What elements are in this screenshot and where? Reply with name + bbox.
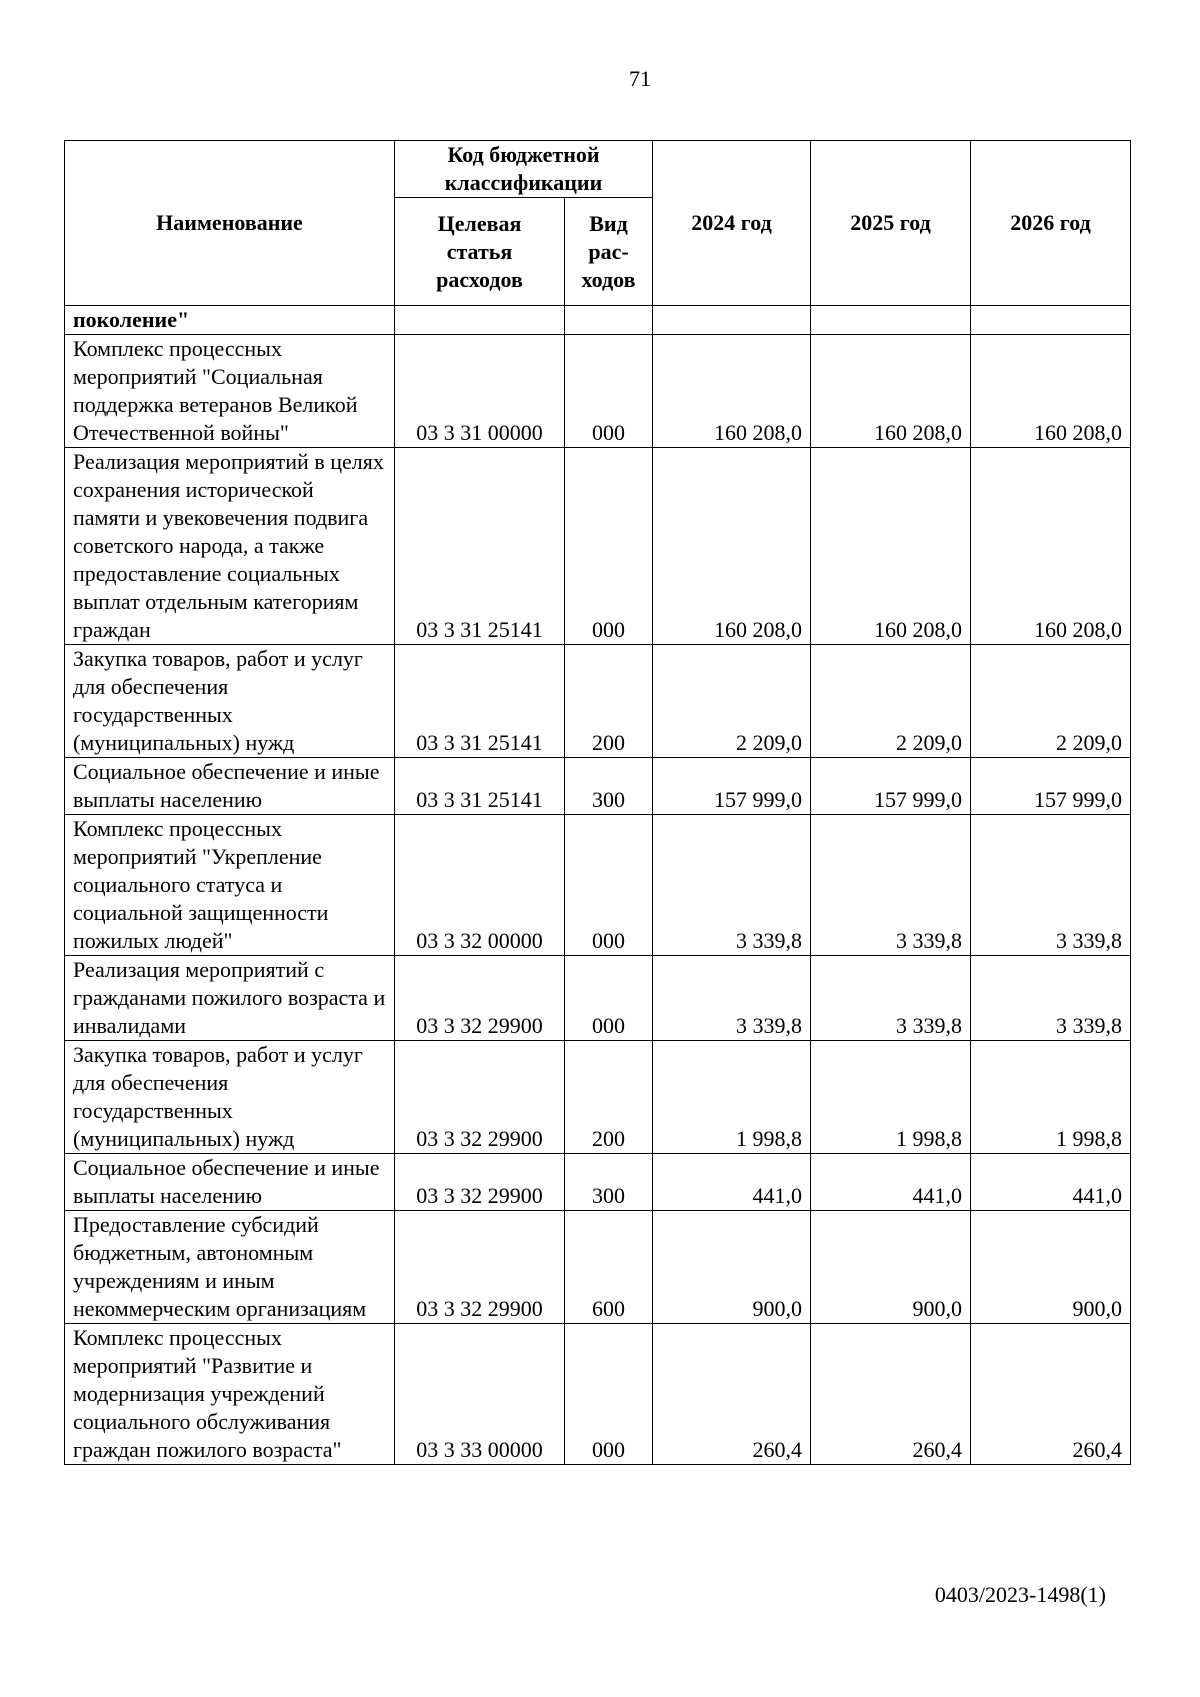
row-amount-2025: 160 208,0 (811, 448, 971, 645)
page-number: 71 (629, 66, 651, 91)
row-name: Закупка товаров, работ и услуг для обеспечения государственных (муниципальных) нужд (65, 1041, 395, 1154)
row-amount-2026: 3 339,8 (971, 956, 1131, 1041)
row-expense-type: 200 (565, 645, 653, 758)
row-amount-2025: 3 339,8 (811, 956, 971, 1041)
row-name: Реализация мероприятий в целях сохранения исторической памяти и увековечения подвига советского народа, а также предоставление социальных выплат отдельным категориям граждан (65, 448, 395, 645)
row-name: Предоставление субсидий бюджетным, автономным учреждениям и иным некоммерческим организациям (65, 1211, 395, 1324)
row-name: Комплекс процессных мероприятий "Развитие и модернизация учреждений социального обслуживания граждан пожилого возраста" (65, 1324, 395, 1465)
header-target-article: Целевая статья расходов (395, 198, 565, 306)
table-row (65, 758, 1131, 815)
row-amount-2024: 900,0 (653, 1211, 811, 1324)
row-target-code: 03 3 32 29900 (395, 1041, 565, 1154)
row-target-code: 03 3 32 00000 (395, 815, 565, 956)
row-target-code: 03 3 31 25141 (395, 448, 565, 645)
row-target-code: 03 3 31 25141 (395, 645, 565, 758)
row-expense-type: 000 (565, 956, 653, 1041)
row-amount-2025: 157 999,0 (811, 758, 971, 815)
row-name: Реализация мероприятий с гражданами пожилого возраста и инвалидами (65, 956, 395, 1041)
header-2025: 2025 год (811, 141, 971, 306)
row-expense-type: 000 (565, 815, 653, 956)
row-amount-2026: 260,4 (971, 1324, 1131, 1465)
row-amount-2026: 2 209,0 (971, 645, 1131, 758)
row-name: Комплекс процессных мероприятий "Укрепление социального статуса и социальной защищенности пожилых людей" (65, 815, 395, 956)
row-expense-type: 200 (565, 1041, 653, 1154)
header-name: Наименование (65, 141, 395, 306)
row-amount-2025: 2 209,0 (811, 645, 971, 758)
row-expense-type: 300 (565, 758, 653, 815)
row-amount-2024: 2 209,0 (653, 645, 811, 758)
row-amount-2024: 260,4 (653, 1324, 811, 1465)
row-amount-2024: 157 999,0 (653, 758, 811, 815)
continuation-row (65, 306, 1131, 335)
row-amount-2024: 160 208,0 (653, 448, 811, 645)
budget-table (64, 140, 1131, 1465)
row-target-code: 03 3 32 29900 (395, 1154, 565, 1211)
row-amount-2025: 900,0 (811, 1211, 971, 1324)
table-body (65, 306, 1131, 1465)
row-amount-2025: 441,0 (811, 1154, 971, 1211)
row-expense-type: 600 (565, 1211, 653, 1324)
row-amount-2025: 1 998,8 (811, 1041, 971, 1154)
row-amount-2026: 160 208,0 (971, 335, 1131, 448)
row-amount-2024: 160 208,0 (653, 335, 811, 448)
row-name: Социальное обеспечение и иные выплаты населению (65, 758, 395, 815)
row-amount-2024: 441,0 (653, 1154, 811, 1211)
row-amount-2025: 3 339,8 (811, 815, 971, 956)
table-row (65, 1211, 1131, 1324)
row-name: Закупка товаров, работ и услуг для обеспечения государственных (муниципальных) нужд (65, 645, 395, 758)
table-row (65, 956, 1131, 1041)
row-target-code: 03 3 32 29900 (395, 1211, 565, 1324)
row-expense-type: 000 (565, 1324, 653, 1465)
row-amount-2026: 1 998,8 (971, 1041, 1131, 1154)
row-amount-2026: 441,0 (971, 1154, 1131, 1211)
row-target-code: 03 3 33 00000 (395, 1324, 565, 1465)
row-expense-type: 000 (565, 448, 653, 645)
header-classification: Код бюджетной классификации (395, 141, 653, 198)
row-amount-2025: 260,4 (811, 1324, 971, 1465)
row-target-code: 03 3 31 00000 (395, 335, 565, 448)
row-expense-type: 300 (565, 1154, 653, 1211)
table-row (65, 335, 1131, 448)
row-amount-2024: 3 339,8 (653, 815, 811, 956)
table-row (65, 448, 1131, 645)
header-expense-type: Вид рас-ходов (565, 198, 653, 306)
table-row (65, 815, 1131, 956)
row-name: Комплекс процессных мероприятий "Социальная поддержка ветеранов Великой Отечественной войны" (65, 335, 395, 448)
table-row (65, 1324, 1131, 1465)
row-amount-2024: 3 339,8 (653, 956, 811, 1041)
row-target-code: 03 3 32 29900 (395, 956, 565, 1041)
row-amount-2024: 1 998,8 (653, 1041, 811, 1154)
row-target-code: 03 3 31 25141 (395, 758, 565, 815)
row-amount-2026: 3 339,8 (971, 815, 1131, 956)
row-name: Социальное обеспечение и иные выплаты населению (65, 1154, 395, 1211)
row-amount-2026: 160 208,0 (971, 448, 1131, 645)
table-row (65, 1041, 1131, 1154)
row-amount-2026: 157 999,0 (971, 758, 1131, 815)
table-row (65, 1154, 1131, 1211)
header-2024: 2024 год (653, 141, 811, 306)
header-2026: 2026 год (971, 141, 1131, 306)
row-expense-type: 000 (565, 335, 653, 448)
row-amount-2025: 160 208,0 (811, 335, 971, 448)
table-row (65, 645, 1131, 758)
continuation-name: поколение" (65, 306, 395, 335)
document-code: 0403/2023-1498(1) (934, 1582, 1106, 1607)
row-amount-2026: 900,0 (971, 1211, 1131, 1324)
table-header (65, 141, 1131, 306)
